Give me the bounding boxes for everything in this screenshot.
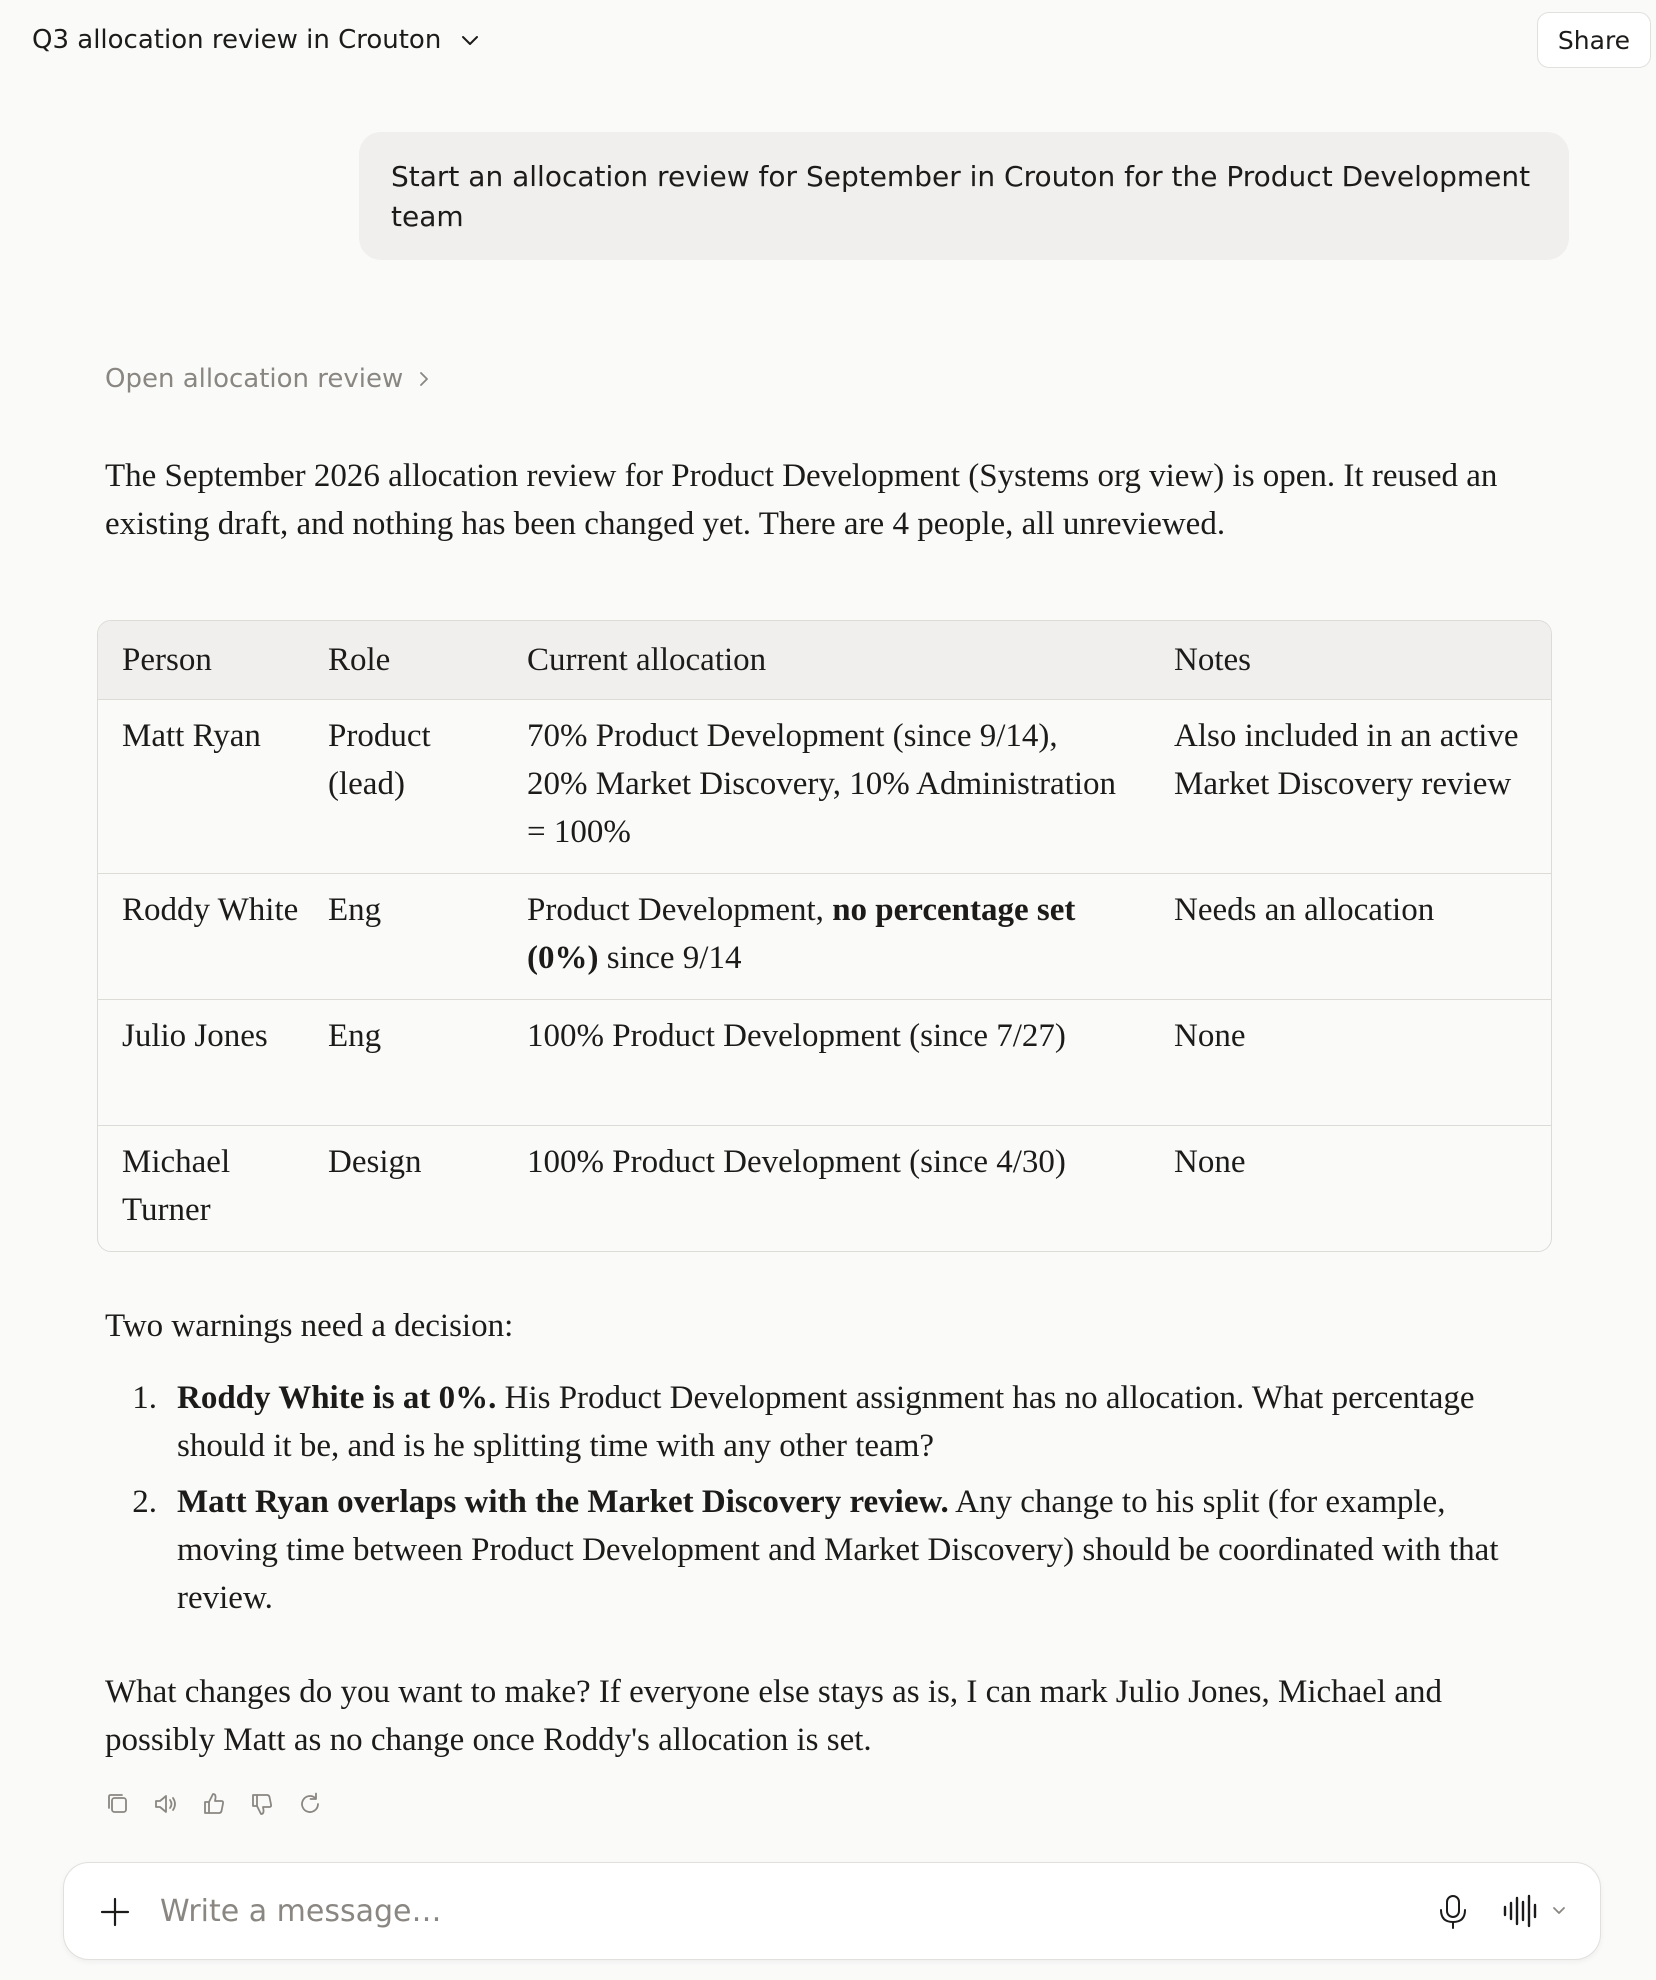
cell-notes: None [1150, 999, 1551, 1125]
cell-notes: Also included in an active Market Discovery review [1150, 699, 1551, 873]
table-row [98, 873, 1551, 999]
chevron-down-icon [459, 29, 481, 51]
conversation-header [0, 0, 1656, 80]
cell-allocation: 100% Product Development (since 7/27) [503, 999, 1150, 1125]
allocation-table [97, 620, 1552, 1252]
chevron-down-icon [1551, 1905, 1567, 1917]
cell-person: Roddy White [98, 873, 304, 999]
warnings-list [105, 1374, 1525, 1630]
allocation-emphasis: no percentage set (0%) [527, 891, 1076, 976]
table-row [98, 999, 1551, 1125]
conversation-title: Q3 allocation review in Crouton [32, 25, 442, 55]
table-row [98, 1125, 1551, 1251]
warning-text: Any change to his split (for example, moving time between Product Development and Market Discovery) should be coordinated with that review. [177, 1484, 1499, 1616]
cell-allocation [503, 873, 1150, 999]
warning-title: Roddy White is at 0%. [177, 1380, 497, 1416]
voice-mode-button[interactable] [1501, 1891, 1577, 1931]
message-input[interactable] [160, 1885, 1360, 1937]
cell-notes: None [1174, 1143, 1246, 1180]
table-row [98, 699, 1551, 873]
cell-person: Michael Turner [122, 1143, 231, 1228]
list-item-body [177, 1374, 1525, 1470]
cell-notes: Needs an allocation [1150, 873, 1551, 999]
list-item [105, 1374, 1525, 1470]
chevron-right-icon [417, 371, 431, 387]
column-header-role: Role [304, 621, 503, 699]
column-header-notes: Notes [1150, 621, 1551, 699]
warnings-intro: Two warnings need a decision: [105, 1308, 514, 1344]
share-button[interactable]: Share [1537, 12, 1651, 68]
retry-icon[interactable] [296, 1790, 324, 1818]
cell-allocation: 70% Product Development (since 9/14), 20% Market Discovery, 10% Administration = 100% [503, 699, 1150, 873]
voice-waveform-icon [1501, 1893, 1541, 1929]
microphone-icon[interactable] [1435, 1893, 1471, 1931]
cell-role: Design [328, 1143, 422, 1180]
thumbs-down-icon[interactable] [248, 1790, 276, 1818]
list-number: 1. [132, 1380, 157, 1416]
cell-role: Product (lead) [304, 699, 503, 873]
assistant-intro-paragraph: The September 2026 allocation review for Product Development (Systems org view) is open. It reused an existing draft, and nothing has been changed yet. There are 4 people, all unreviewed. [105, 458, 1498, 542]
column-header-person: Person [98, 621, 304, 699]
allocation-text: since 9/14 [598, 939, 742, 976]
copy-icon[interactable] [104, 1790, 132, 1818]
cell-person: Julio Jones [98, 999, 304, 1125]
cell-role: Eng [304, 999, 503, 1125]
conversation-title-menu[interactable] [32, 20, 481, 60]
open-allocation-review-link[interactable] [105, 364, 431, 394]
column-header-current-allocation: Current allocation [503, 621, 1150, 699]
message-composer [63, 1862, 1601, 1960]
cell-role: Eng [304, 873, 503, 999]
table-header-row [98, 621, 1551, 699]
message-actions [104, 1790, 324, 1818]
warning-text: His Product Development assignment has no allocation. What percentage should it be, and is he splitting time with any other team? [177, 1380, 1475, 1464]
tool-link-label: Open allocation review [105, 364, 404, 394]
thumbs-up-icon[interactable] [200, 1790, 228, 1818]
list-item-body [177, 1478, 1525, 1622]
cell-person: Matt Ryan [98, 699, 304, 873]
cell-allocation: 100% Product Development (since 4/30) [527, 1143, 1066, 1180]
closing-paragraph: What changes do you want to make? If everyone else stays as is, I can mark Julio Jones, Michael and possibly Matt as no change once Roddy's allocation is set. [105, 1674, 1442, 1758]
speaker-icon[interactable] [152, 1790, 180, 1818]
user-message: Start an allocation review for September in Crouton for the Product Development team [359, 132, 1569, 260]
allocation-text: Product Development, [527, 891, 833, 928]
warning-title: Matt Ryan overlaps with the Market Discovery review. [177, 1484, 949, 1520]
plus-icon[interactable] [98, 1895, 132, 1929]
list-number: 2. [132, 1484, 157, 1520]
list-item [105, 1478, 1525, 1622]
